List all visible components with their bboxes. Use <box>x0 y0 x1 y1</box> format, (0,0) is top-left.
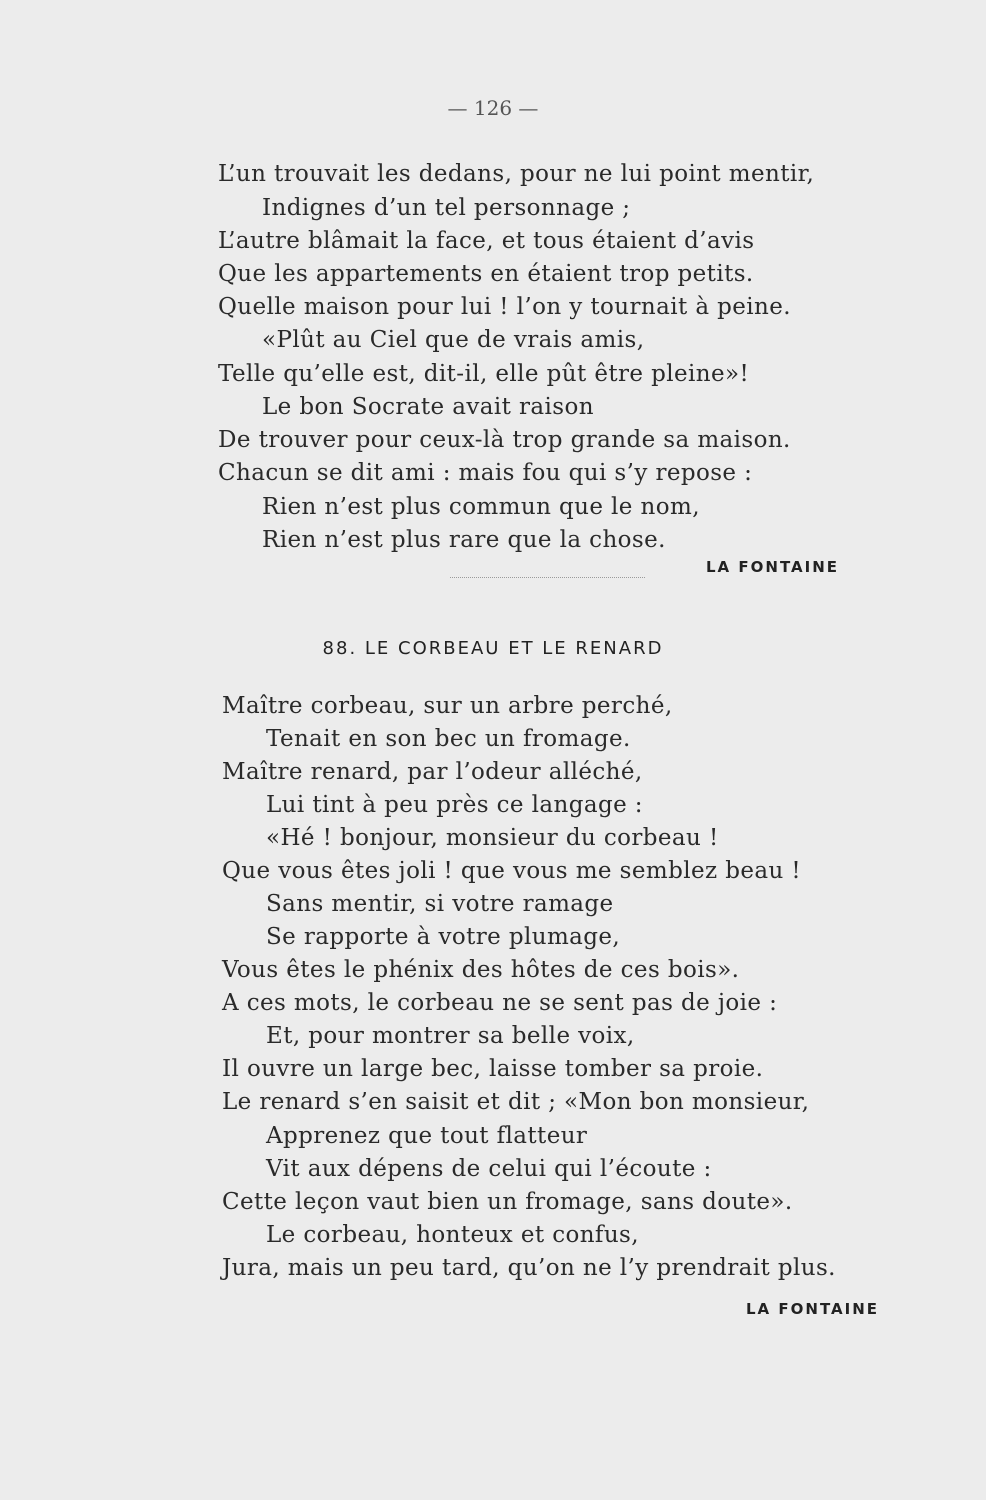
verse-line: Que vous êtes joli ! que vous me semblez beau ! <box>222 858 802 884</box>
verse-line: Maître corbeau, sur un arbre perché, <box>222 693 673 719</box>
verse-line: Et, pour montrer sa belle voix, <box>266 1023 635 1049</box>
verse-line: Vous êtes le phénix des hôtes de ces bois». <box>222 957 740 983</box>
verse-line: Jura, mais un peu tard, qu’on ne l’y prendrait plus. <box>222 1255 836 1281</box>
verse-line: Le renard s’en saisit et dit ; «Mon bon monsieur, <box>222 1089 810 1115</box>
verse-line: Sans mentir, si votre ramage <box>266 891 614 917</box>
verse-line: Lui tint à peu près ce langage : <box>266 792 643 818</box>
verse-line: Le bon Socrate avait raison <box>262 394 594 420</box>
verse-line: «Hé ! bonjour, monsieur du corbeau ! <box>266 825 719 851</box>
verse-line: Telle qu’elle est, dit-il, elle pût être pleine»! <box>218 361 750 387</box>
verse-line: Il ouvre un large bec, laisse tomber sa proie. <box>222 1056 764 1082</box>
verse-line: «Plût au Ciel que de vrais amis, <box>262 327 645 353</box>
author-signature: LA FONTAINE <box>706 558 839 576</box>
section-divider <box>450 577 645 578</box>
verse-line: Indignes d’un tel personnage ; <box>262 195 631 221</box>
author-signature: LA FONTAINE <box>746 1300 879 1318</box>
verse-line: Apprenez que tout flatteur <box>266 1123 588 1149</box>
verse-line: Vit aux dépens de celui qui l’écoute : <box>266 1156 712 1182</box>
verse-line: Cette leçon vaut bien un fromage, sans doute». <box>222 1189 793 1215</box>
verse-line: Rien n’est plus commun que le nom, <box>262 494 700 520</box>
verse-line: L’autre blâmait la face, et tous étaient d’avis <box>218 228 755 254</box>
page-number: — 126 — <box>447 96 539 120</box>
verse-line: Se rapporte à votre plumage, <box>266 924 621 950</box>
verse-line: A ces mots, le corbeau ne se sent pas de joie : <box>222 990 778 1016</box>
poem-title: 88. LE CORBEAU ET LE RENARD <box>322 638 664 659</box>
verse-line: Rien n’est plus rare que la chose. <box>262 527 666 553</box>
verse-line: Que les appartements en étaient trop petits. <box>218 261 754 287</box>
verse-line: De trouver pour ceux-là trop grande sa maison. <box>218 427 791 453</box>
verse-line: Le corbeau, honteux et confus, <box>266 1222 639 1248</box>
verse-line: Quelle maison pour lui ! l’on y tournait à peine. <box>218 294 791 320</box>
verse-line: L’un trouvait les dedans, pour ne lui point mentir, <box>218 161 815 187</box>
verse-line: Chacun se dit ami : mais fou qui s’y repose : <box>218 460 753 486</box>
verse-line: Tenait en son bec un fromage. <box>266 726 631 752</box>
verse-line: Maître renard, par l’odeur alléché, <box>222 759 643 785</box>
